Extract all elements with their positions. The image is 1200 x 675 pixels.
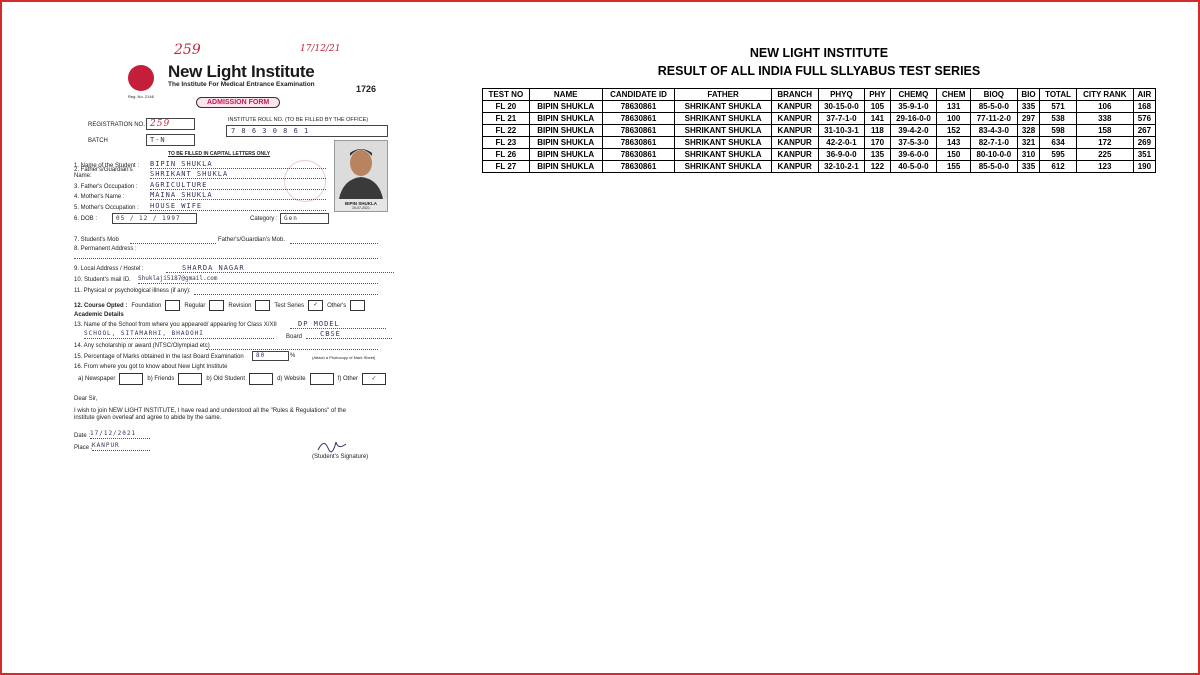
source-newspaper-checkbox[interactable]: [119, 373, 143, 385]
table-cell: 39-6-0-0: [890, 149, 937, 161]
table-cell: FL 26: [483, 149, 530, 161]
table-cell: 170: [865, 137, 890, 149]
table-cell: 83-4-3-0: [970, 125, 1017, 137]
field-label: 1. Name of the Student :: [74, 162, 140, 169]
result-table-body: [483, 101, 1156, 173]
table-cell: KANPUR: [771, 101, 818, 113]
table-cell: 40-5-0-0: [890, 161, 937, 173]
table-cell: BIPIN SHUKLA: [529, 149, 602, 161]
table-cell: 42-2-0-1: [818, 137, 865, 149]
photo-date: 19-07-2021: [352, 206, 370, 210]
school-value-2: SCHOOL, SITAMARHI, BHADOHI: [84, 330, 274, 339]
percentage-box: 80: [252, 351, 289, 361]
dear-sir: Dear Sir,: [74, 396, 98, 402]
field-row: [74, 169, 326, 180]
table-cell: 269: [1133, 137, 1155, 149]
field-value: SHRIKANT SHUKLA: [150, 170, 326, 179]
dob-label: 6. DOB :: [74, 216, 98, 222]
table-cell: 158: [1076, 125, 1133, 137]
institute-roll-label: INSTITUTE ROLL NO. (TO BE FILLED BY THE OFFICE): [228, 117, 369, 123]
table-cell: BIPIN SHUKLA: [529, 101, 602, 113]
table-cell: 105: [865, 101, 890, 113]
table-cell: 538: [1040, 113, 1076, 125]
source-option-label: b) Friends: [147, 376, 175, 382]
course-other-checkbox[interactable]: [350, 300, 365, 311]
source-old-student-checkbox[interactable]: [249, 373, 273, 385]
table-cell: 118: [865, 125, 890, 137]
table-cell: 122: [865, 161, 890, 173]
table-cell: 100: [937, 113, 971, 125]
table-cell: SHRIKANT SHUKLA: [675, 113, 771, 125]
field-value: HOUSE WIFE: [150, 202, 326, 211]
table-cell: 168: [1133, 101, 1155, 113]
date-value: 17/12/2021: [90, 430, 150, 439]
column-header: BIO: [1017, 89, 1040, 101]
table-cell: 36-9-0-0: [818, 149, 865, 161]
table-cell: KANPUR: [771, 149, 818, 161]
field-label: 5. Mother's Occupation :: [74, 204, 139, 211]
field-row: [74, 200, 326, 211]
board-value: CBSE: [306, 330, 392, 339]
academic-details-heading: Academic Details: [74, 312, 124, 318]
course-regular-checkbox[interactable]: [209, 300, 224, 311]
column-header: PHY: [865, 89, 890, 101]
table-cell: 85-5-0-0: [970, 101, 1017, 113]
institute-tagline: The Institute For Medical Entrance Examination: [168, 81, 315, 88]
column-header: TEST NO: [483, 89, 530, 101]
table-cell: 598: [1040, 125, 1076, 137]
course-option-label: Regular: [184, 302, 206, 309]
column-header: PHYQ: [818, 89, 865, 101]
board-label: Board: [286, 334, 303, 340]
admission-form-badge: ADMISSION FORM: [196, 97, 280, 108]
result-title: NEW LIGHT INSTITUTE: [749, 46, 889, 60]
table-cell: 571: [1040, 101, 1076, 113]
table-row: [483, 137, 1156, 149]
column-header: BRANCH: [771, 89, 818, 101]
table-cell: 131: [937, 101, 971, 113]
table-cell: 78630861: [602, 137, 675, 149]
institute-roll-box: 7 8 6 3 0 8 6 1: [226, 125, 388, 137]
table-cell: 172: [1076, 137, 1133, 149]
column-header: BIOQ: [970, 89, 1017, 101]
table-cell: BIPIN SHUKLA: [529, 137, 602, 149]
date-label: Date :: [74, 433, 91, 439]
admission-form: [62, 40, 402, 470]
table-cell: 321: [1017, 137, 1040, 149]
table-cell: SHRIKANT SHUKLA: [675, 137, 771, 149]
course-foundation-checkbox[interactable]: [165, 300, 180, 311]
result-panel: [482, 44, 1156, 173]
table-cell: FL 21: [483, 113, 530, 125]
table-cell: 80-10-0-0: [970, 149, 1017, 161]
table-row: [483, 113, 1156, 125]
permanent-address-label: 8. Permanent Address :: [74, 246, 137, 252]
table-row: [483, 101, 1156, 113]
table-row: [483, 161, 1156, 173]
signature-icon: [316, 436, 350, 454]
student-details-list: [74, 158, 326, 211]
category-label: Category :: [250, 216, 278, 222]
local-address-label: 9. Local Address / Hostel :: [74, 266, 144, 272]
result-subtitle: RESULT OF ALL INDIA FULL SLLYABUS TEST SERIES: [657, 64, 981, 78]
table-cell: 82-7-1-0: [970, 137, 1017, 149]
table-cell: 141: [865, 113, 890, 125]
table-cell: 634: [1040, 137, 1076, 149]
table-cell: 267: [1133, 125, 1155, 137]
result-table: [482, 88, 1156, 173]
student-mob-label: 7. Student's Mob: [74, 237, 119, 243]
form-number: 1726: [356, 84, 377, 94]
table-cell: KANPUR: [771, 137, 818, 149]
table-cell: KANPUR: [771, 125, 818, 137]
table-cell: SHRIKANT SHUKLA: [675, 125, 771, 137]
column-header: AIR: [1133, 89, 1155, 101]
capital-letters-note: TO BE FILLED IN CAPITAL LETTERS ONLY: [168, 151, 271, 157]
attach-note: (Attach a Photocopy of Mark Sheet): [312, 355, 376, 360]
table-cell: 85-5-0-0: [970, 161, 1017, 173]
table-cell: 30-15-0-0: [818, 101, 865, 113]
table-cell: KANPUR: [771, 161, 818, 173]
school-label: 13. Name of the School from where you appeared/ appearing for Class X/XII: [74, 322, 277, 328]
place-label: Place :: [74, 445, 93, 451]
field-label: 2. Father's/Guardian's Name:: [74, 167, 133, 179]
table-cell: 150: [937, 149, 971, 161]
table-cell: 77-11-2-0: [970, 113, 1017, 125]
address-line: [74, 254, 378, 259]
table-cell: 29-16-0-0: [890, 113, 937, 125]
registration-note: Reg. No. 2146: [128, 94, 154, 99]
table-cell: KANPUR: [771, 113, 818, 125]
table-cell: 225: [1076, 149, 1133, 161]
field-row: [74, 179, 326, 190]
student-photo-icon: [335, 141, 387, 199]
table-cell: 595: [1040, 149, 1076, 161]
table-cell: 35-9-1-0: [890, 101, 937, 113]
scholarship-label: 14. Any scholarship or award (NTSC/Olympiad etc): [74, 343, 210, 349]
red-handwritten-date: 17/12/21: [300, 44, 341, 54]
table-cell: 135: [865, 149, 890, 161]
table-cell: 335: [1017, 161, 1040, 173]
registration-label: REGISTRATION NO.: [88, 122, 145, 128]
dob-box: 05 / 12 / 1997: [112, 213, 197, 224]
course-label: 12. Course Opted :: [74, 302, 128, 309]
school-value-1: DP MODEL: [290, 320, 386, 329]
table-cell: 310: [1017, 149, 1040, 161]
institute-logo-icon: [128, 65, 154, 91]
column-header: CHEM: [937, 89, 971, 101]
source-label: 16. From where you got to know about New Light Institute: [74, 364, 228, 370]
table-cell: BIPIN SHUKLA: [529, 125, 602, 137]
source-other-checkbox-checked[interactable]: ✓: [362, 373, 386, 385]
table-cell: 78630861: [602, 149, 675, 161]
table-cell: 335: [1017, 101, 1040, 113]
table-cell: 32-10-2-1: [818, 161, 865, 173]
red-handwritten-number: 259: [174, 42, 201, 58]
table-cell: 338: [1076, 113, 1133, 125]
table-cell: 39-4-2-0: [890, 125, 937, 137]
table-cell: 37-5-3-0: [890, 137, 937, 149]
registration-box: 259: [146, 118, 195, 130]
field-value: MAINA SHUKLA: [150, 191, 326, 200]
photo-caption: BIPIN SHUKLA: [344, 201, 377, 206]
table-cell: 576: [1133, 113, 1155, 125]
table-cell: 123: [1076, 161, 1133, 173]
table-header-row: [483, 89, 1156, 101]
table-cell: FL 22: [483, 125, 530, 137]
table-cell: 106: [1076, 101, 1133, 113]
father-mob-label: Father's/Guardian's Mob.: [218, 237, 285, 243]
field-label: 3. Father's Occupation :: [74, 183, 138, 190]
course-opted-row: [74, 300, 365, 311]
table-cell: 612: [1040, 161, 1076, 173]
field-label: 4. Mother's Name :: [74, 194, 125, 200]
table-cell: 155: [937, 161, 971, 173]
column-header: TOTAL: [1040, 89, 1076, 101]
source-option-label: a) Newspaper: [78, 376, 116, 382]
scholarship-line: [206, 343, 378, 350]
table-cell: FL 20: [483, 101, 530, 113]
table-cell: SHRIKANT SHUKLA: [675, 161, 771, 173]
table-cell: 351: [1133, 149, 1155, 161]
table-cell: 297: [1017, 113, 1040, 125]
batch-box: T-N: [146, 134, 195, 146]
mail-value: Shuklaji5187@gmail.com: [138, 275, 378, 284]
table-row: [483, 149, 1156, 161]
table-cell: 78630861: [602, 101, 675, 113]
course-option-label: Test Series: [274, 302, 305, 309]
table-cell: 37-7-1-0: [818, 113, 865, 125]
course-option-label: Revision: [228, 302, 252, 309]
illness-line: [194, 288, 378, 295]
source-option-label: f) Other: [337, 376, 358, 382]
category-box: Gen: [280, 213, 329, 224]
column-header: CITY RANK: [1076, 89, 1133, 101]
place-value: KANPUR: [92, 442, 150, 451]
source-website-checkbox[interactable]: [310, 373, 334, 385]
column-header: CHEMQ: [890, 89, 937, 101]
student-mob-line: [130, 237, 216, 244]
table-cell: SHRIKANT SHUKLA: [675, 149, 771, 161]
table-cell: FL 27: [483, 161, 530, 173]
table-row: [483, 125, 1156, 137]
table-cell: 78630861: [602, 125, 675, 137]
signature-label: (Student's Signature): [312, 454, 369, 460]
father-mob-line: [290, 237, 378, 244]
field-row: [74, 190, 326, 201]
table-cell: 78630861: [602, 113, 675, 125]
table-cell: SHRIKANT SHUKLA: [675, 101, 771, 113]
table-cell: 78630861: [602, 161, 675, 173]
source-options-row: [78, 373, 386, 385]
table-cell: 31-10-3-1: [818, 125, 865, 137]
source-friends-checkbox[interactable]: [178, 373, 202, 385]
local-address-value: SHARDA NAGAR: [166, 264, 394, 273]
column-header: CANDIDATE ID: [602, 89, 675, 101]
course-test-series-checkbox-checked[interactable]: ✓: [308, 300, 323, 311]
mail-label: 10. Student's mail ID.: [74, 277, 131, 283]
table-cell: 328: [1017, 125, 1040, 137]
course-option-label: Foundation: [131, 302, 162, 309]
illness-label: 11. Physical or psychological illness (if any):: [74, 288, 191, 294]
table-cell: BIPIN SHUKLA: [529, 113, 602, 125]
batch-label: BATCH: [88, 138, 108, 144]
percent-sign: %: [290, 353, 296, 359]
table-cell: BIPIN SHUKLA: [529, 161, 602, 173]
course-revision-checkbox[interactable]: [255, 300, 270, 311]
table-cell: 152: [937, 125, 971, 137]
table-cell: FL 23: [483, 137, 530, 149]
student-photo: [334, 140, 388, 212]
institute-name: New Light Institute: [168, 62, 315, 81]
column-header: NAME: [529, 89, 602, 101]
field-value: AGRICULTURE: [150, 181, 326, 190]
table-cell: 143: [937, 137, 971, 149]
source-option-label: d) Website: [277, 376, 306, 382]
field-value: BIPIN SHUKLA: [150, 160, 326, 169]
table-cell: 190: [1133, 161, 1155, 173]
course-option-label: Other's: [327, 302, 347, 309]
column-header: FATHER: [675, 89, 771, 101]
declaration-text: I wish to join NEW LIGHT INSTITUTE, I have read and understood all the "Rules & Regulations" of the institute given overleaf and agree to abide by the same.: [74, 408, 346, 421]
source-option-label: b) Old Student: [206, 376, 246, 382]
percentage-label: 15. Percentage of Marks obtained in the last Board Examination: [74, 354, 244, 360]
